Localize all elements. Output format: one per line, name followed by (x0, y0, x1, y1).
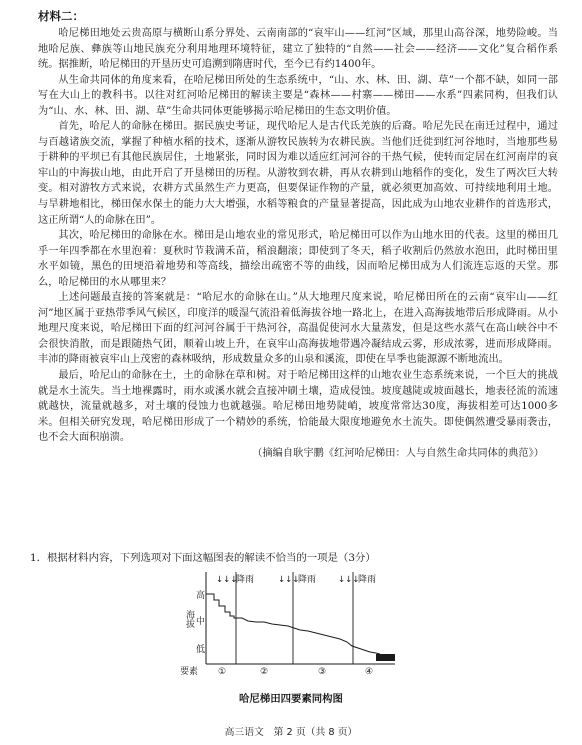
x-axis-label: 要素 (180, 667, 199, 677)
material-body (38, 26, 558, 461)
paragraph: 哈尼梯田地处云贵高原与横断山系分界处、云南南部的“哀牢山——红河”区域，那里山高谷深，地势险峻。当地哈尼族、彝族等山地民族充分利用地理环境特征，建立了独特的“自然——社会——经济——文化”复合稻作系统。据推断，哈尼梯田的开垦历史可追溯到隋唐时代，至今已有约1400年。 (38, 28, 558, 71)
level-low: 低 (196, 645, 206, 655)
river-block (376, 654, 395, 661)
zone-marker: ③ (318, 667, 327, 677)
paragraph: 上述问题最直接的答案就是：“哈尼水的命脉在山。”从大地理尺度来说，哈尼梯田所在的云南“哀牢山——红河”地区属于亚热带季风气候区，印度洋的暖湿气流沿着低海拔谷地一路北上，在进入高海拔地带后形成降雨。从小地理尺度来说，哈尼梯田下面的红河河谷属于干热河谷，高温促使河水大量蒸发，但是这些水蒸气在高山峡谷中不会很快消散，而是跟随热气团，顺着山坡上升，在哀牢山高海拔地带遇冷凝结成云雾，形成浓雾，进而形成降雨。丰沛的降雨被哀牢山上茂密的森林吸纳，形成数量众多的山泉和溪流，即使在旱季也能源源不断地流出。 (38, 292, 558, 366)
rain-arrows-icon: ↓↓↓ (338, 575, 360, 585)
paragraph: 最后，哈尼山的命脉在土，土的命脉在草和树。对于哈尼梯田这样的山地农业生态系统来说，一个巨大的挑战就是水土流失。当土地裸露时，雨水或溪水就会直接冲刷土壤，造成侵蚀。坡度越陡或坡面越长，地表径流的流速就越快，流量就越多，对土壤的侵蚀力也就越强。哈尼梯田地势陡峭，坡度常常达30度，海拔相差可达1000多米。但相关研究发现，哈尼梯田形成了一个精妙的系统，恰能最大限度地避免水土流失。即使偶然遭受暴雨袭击，也不会大面积崩溃。 (38, 370, 558, 444)
zone-marker: ② (260, 667, 269, 677)
rain-label: 降雨 (236, 575, 255, 585)
terrace-diagram-svg (180, 566, 405, 690)
rain-label: 降雨 (298, 575, 317, 585)
rain-arrows-icon: ↓↓↓ (216, 575, 238, 585)
rain-arrows-icon: ↓↓↓ (278, 575, 300, 585)
paragraph: 其次，哈尼梯田的命脉在水。梯田是山地农业的常见形式，哈尼梯田可以作为山地水田的代表。这里的梯田几乎一年四季都在水里泡着：夏秋时节栽满禾苗，稻浪翻滚；即使到了冬天，稻子收割后仍然放水泡田，此时梯田里水平如镜，黑色的田埂沿着地势和等高线，描绘出疏密不等的曲线，因而哈尼梯田成为人们流连忘返的天堂。那么，哈尼梯田的水从哪里来？ (38, 230, 558, 288)
zone-marker: ④ (365, 667, 374, 677)
source-citation: （摘编自耿宇鹏《红河哈尼梯田：人与自然生命共同体的典范》） (252, 447, 544, 459)
material-heading: 材料二： (38, 9, 84, 23)
terrace-diagram (180, 566, 405, 690)
rain-label: 降雨 (358, 575, 377, 585)
figure-caption: 哈尼梯田四要素同构图 (239, 693, 343, 705)
level-high: 高 (196, 591, 206, 601)
y-axis-label: 海拔 (184, 610, 194, 628)
zone-marker: ① (218, 667, 227, 677)
paragraph: 从生命共同体的角度来看，在哈尼梯田所处的生态系统中，“山、水、林、田、湖、草”一个都不缺，如同一部写在大山上的教科书。以往对红河哈尼梯田的解读主要是“森林——村寨——梯田——水系”四素同构，但我们认为“山、水、林、田、湖、草”生命共同体更能够揭示哈尼梯田的生态文明价值。 (38, 74, 558, 117)
level-mid: 中 (196, 617, 206, 627)
question-1: 1．根据材料内容，下列选项对下面这幅图表的解读不恰当的一项是（3分） (30, 552, 376, 564)
page-footer: 高三语文 第 2 页（共 8 页） (224, 727, 358, 738)
paragraph: 首先，哈尼人的命脉在梯田。据民族史考证，现代哈尼人是古代氐羌族的后裔。哈尼先民在南迁过程中，通过与百越诸族交流，掌握了种植水稻的技术，逐渐从游牧民族转为农耕民族。当他们迁徙到红河谷地时，当地那些易于耕种的平坝已有其他民族居住，土地紧张，同时因为难以适应红河河谷的干热气候，使转而定居在红河南岸的哀牢山的中海拔山地，由此开启了开垦梯田的历程。从游牧到农耕，再从农耕到山地稻作的变化，发生了两次巨大转变。相对游牧方式来说，农耕方式虽然生产力更高，但要保证作物的产量，就必须更加高效、可持续地利用土地。与旱耕地相比，梯田保水保土的能力大大增强，水稻等粮食的产量显著提高，因此成为山地农业耕作的首选形式，这正所谓“人的命脉在田”。 (38, 121, 558, 226)
